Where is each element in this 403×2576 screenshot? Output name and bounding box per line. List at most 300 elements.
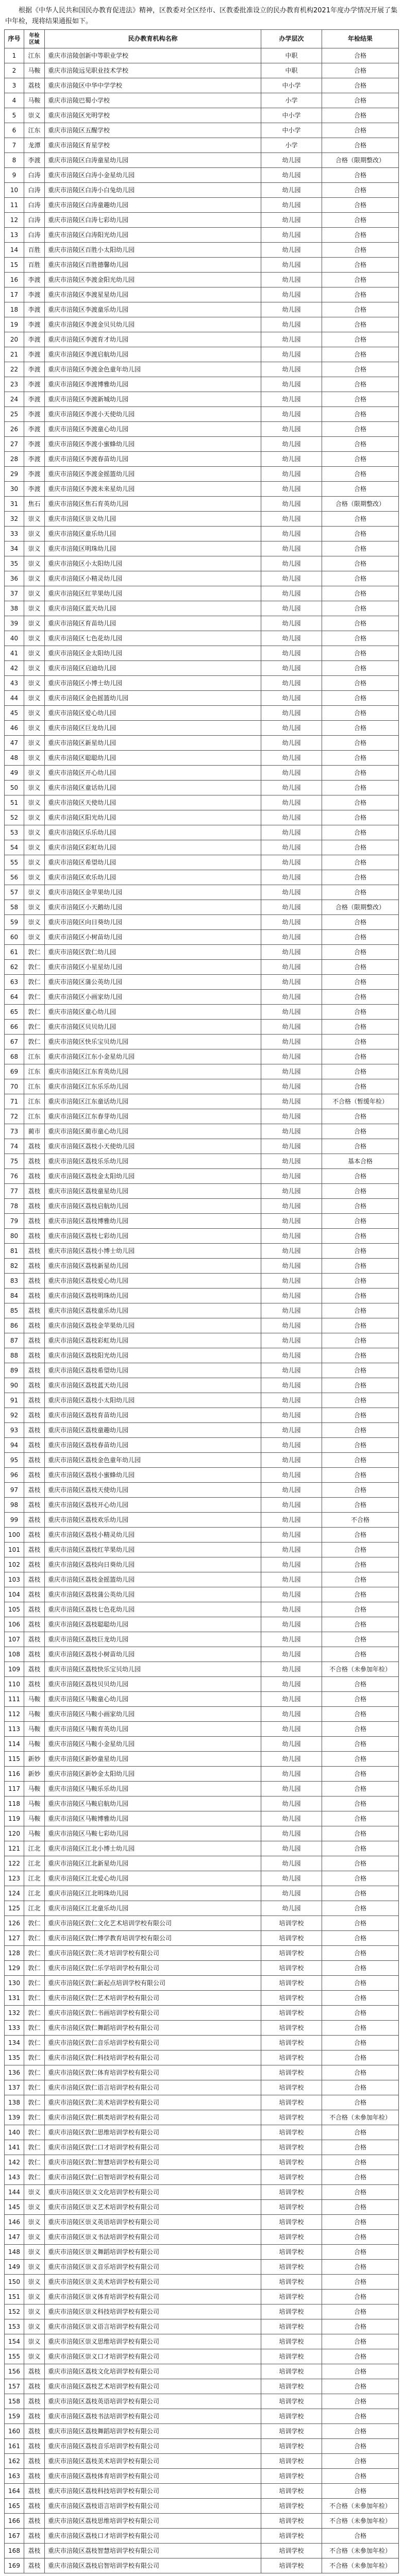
cell-inspection-result: 合格 (322, 1289, 399, 1303)
table-row (5, 601, 399, 616)
cell-index: 149 (5, 2260, 24, 2275)
cell-institution-name: 重庆市涪陵区崇义体育培训学校有限公司 (45, 2290, 261, 2304)
cell-inspection-result: 合格 (322, 810, 399, 825)
cell-inspection-result: 合格 (322, 1348, 399, 1363)
cell-index: 128 (5, 1946, 24, 1961)
cell-school-level: 幼儿园 (261, 1348, 322, 1363)
cell-region: 崇义 (24, 930, 45, 945)
cell-inspection-result: 合格 (322, 1408, 399, 1423)
table-row (5, 48, 399, 63)
cell-institution-name: 重庆市涪陵区荔枝贝贝幼儿园 (45, 1677, 261, 1692)
cell-inspection-result: 合格 (322, 2215, 399, 2230)
cell-index: 142 (5, 2155, 24, 2170)
table-row (5, 1587, 399, 1602)
cell-institution-name: 重庆市涪陵区崇义音乐培训学校有限公司 (45, 2260, 261, 2275)
cell-inspection-result: 合格 (322, 691, 399, 706)
cell-inspection-result: 合格 (322, 1916, 399, 1931)
cell-index: 71 (5, 1094, 24, 1109)
cell-region: 荔枝 (24, 1318, 45, 1333)
table-row (5, 1976, 399, 1991)
table-row (5, 1139, 399, 1154)
cell-school-level: 小学 (261, 93, 322, 108)
header-index: 序号 (5, 30, 24, 48)
cell-school-level: 幼儿园 (261, 1303, 322, 1318)
cell-inspection-result: 合格 (322, 571, 399, 586)
cell-region: 崇义 (24, 616, 45, 631)
cell-inspection-result: 合格 (322, 2125, 399, 2140)
cell-institution-name: 重庆市涪陵区启迪幼儿园 (45, 661, 261, 676)
cell-institution-name: 重庆市涪陵区马鞍育英幼儿园 (45, 1722, 261, 1737)
cell-institution-name: 重庆市涪陵区荔枝希望幼儿园 (45, 1363, 261, 1378)
cell-institution-name: 重庆市涪陵区马鞍小画家幼儿园 (45, 1707, 261, 1722)
cell-region: 白涛 (24, 198, 45, 213)
cell-institution-name: 重庆市涪陵区敦仁音乐培训学校有限公司 (45, 2036, 261, 2050)
cell-institution-name: 重庆市涪陵区荔枝金苹果幼儿园 (45, 1318, 261, 1333)
cell-inspection-result: 合格 (322, 721, 399, 736)
cell-index: 9 (5, 168, 24, 183)
cell-school-level: 幼儿园 (261, 362, 322, 377)
cell-school-level: 幼儿园 (261, 317, 322, 332)
cell-index: 131 (5, 1991, 24, 2006)
cell-region: 崇义 (24, 676, 45, 691)
table-row (5, 1737, 399, 1752)
cell-region: 荔枝 (24, 1408, 45, 1423)
cell-inspection-result: 合格 (322, 1049, 399, 1064)
cell-institution-name: 重庆市涪陵区童话幼儿园 (45, 781, 261, 795)
cell-inspection-result: 合格 (322, 1109, 399, 1124)
table-row (5, 2349, 399, 2364)
table-row (5, 1856, 399, 1871)
cell-school-level: 培训学校 (261, 2499, 322, 2514)
cell-index: 116 (5, 1767, 24, 1782)
cell-index: 146 (5, 2215, 24, 2230)
cell-index: 161 (5, 2439, 24, 2454)
cell-institution-name: 重庆市涪陵区小树苗幼儿园 (45, 930, 261, 945)
cell-school-level: 幼儿园 (261, 153, 322, 168)
table-row (5, 930, 399, 945)
cell-region: 江北 (24, 1841, 45, 1856)
cell-index: 133 (5, 2021, 24, 2036)
table-row (5, 1662, 399, 1677)
cell-region: 崇义 (24, 2230, 45, 2245)
cell-school-level: 培训学校 (261, 2170, 322, 2185)
cell-institution-name: 重庆市涪陵区荔枝聪聪幼儿园 (45, 1617, 261, 1632)
table-row (5, 2095, 399, 2110)
cell-inspection-result: 合格 (322, 885, 399, 900)
cell-inspection-result: 不合格 (322, 1513, 399, 1528)
cell-school-level: 培训学校 (261, 2319, 322, 2334)
cell-inspection-result: 合格 (322, 1229, 399, 1244)
header-institution-name: 民办教育机构名称 (45, 30, 261, 48)
cell-index: 159 (5, 2409, 24, 2424)
cell-institution-name: 重庆市涪陵区李渡新城幼儿园 (45, 392, 261, 407)
cell-region: 敦仁 (24, 990, 45, 1005)
cell-region: 李渡 (24, 482, 45, 497)
cell-region: 崇义 (24, 108, 45, 123)
cell-school-level: 中职 (261, 63, 322, 78)
cell-region: 敦仁 (24, 2036, 45, 2050)
table-row (5, 1513, 399, 1528)
cell-school-level: 幼儿园 (261, 1856, 322, 1871)
table-row (5, 2080, 399, 2095)
cell-region: 崇义 (24, 840, 45, 855)
cell-inspection-result: 合格 (322, 1961, 399, 1976)
cell-inspection-result: 合格 (322, 1303, 399, 1318)
cell-institution-name: 重庆市涪陵区江北小博士幼儿园 (45, 1841, 261, 1856)
cell-index: 117 (5, 1782, 24, 1797)
cell-region: 崇义 (24, 751, 45, 766)
cell-region: 崇义 (24, 2349, 45, 2364)
cell-index: 136 (5, 2065, 24, 2080)
cell-region: 龙潭 (24, 138, 45, 153)
cell-region: 荔枝 (24, 2409, 45, 2424)
cell-institution-name: 重庆市涪陵区荔枝语言培训学校有限公司 (45, 2499, 261, 2514)
table-row (5, 960, 399, 975)
cell-region: 敦仁 (24, 2125, 45, 2140)
cell-institution-name: 重庆市涪陵创新中等职业学校 (45, 48, 261, 63)
cell-index: 62 (5, 960, 24, 975)
cell-school-level: 培训学校 (261, 2215, 322, 2230)
cell-region: 李渡 (24, 392, 45, 407)
cell-school-level: 培训学校 (261, 2080, 322, 2095)
cell-institution-name: 重庆市涪陵区小精灵幼儿园 (45, 571, 261, 586)
cell-school-level: 幼儿园 (261, 810, 322, 825)
cell-inspection-result: 合格 (322, 1214, 399, 1229)
cell-index: 104 (5, 1587, 24, 1602)
table-row (5, 2319, 399, 2334)
cell-school-level: 幼儿园 (261, 1767, 322, 1782)
cell-region: 崇义 (24, 2304, 45, 2319)
cell-institution-name: 重庆市涪陵区白涛小金星幼儿园 (45, 168, 261, 183)
cell-inspection-result: 合格 (322, 2484, 399, 2499)
cell-inspection-result: 合格 (322, 2349, 399, 2364)
cell-region: 崇义 (24, 601, 45, 616)
cell-index: 123 (5, 1871, 24, 1886)
cell-index: 80 (5, 1229, 24, 1244)
cell-school-level: 中小学 (261, 78, 322, 93)
cell-inspection-result: 合格 (322, 1483, 399, 1498)
table-row (5, 2334, 399, 2349)
cell-institution-name: 重庆市涪陵区育星学校 (45, 138, 261, 153)
cell-institution-name: 重庆市涪陵区荔枝爱心幼儿园 (45, 1274, 261, 1289)
table-row (5, 123, 399, 138)
cell-region: 李渡 (24, 273, 45, 287)
cell-school-level: 培训学校 (261, 1961, 322, 1976)
cell-inspection-result: 合格 (322, 2304, 399, 2319)
cell-index: 8 (5, 153, 24, 168)
cell-institution-name: 重庆市涪陵区江东育英幼儿园 (45, 1064, 261, 1079)
cell-institution-name: 重庆市涪陵区荔枝小太阳幼儿园 (45, 1393, 261, 1408)
cell-index: 109 (5, 1662, 24, 1677)
table-row (5, 2544, 399, 2558)
cell-school-level: 培训学校 (261, 2110, 322, 2125)
cell-index: 38 (5, 601, 24, 616)
table-row (5, 1617, 399, 1632)
cell-institution-name: 重庆市涪陵区童心幼儿园 (45, 1005, 261, 1020)
cell-inspection-result: 不合格（暂缓年检） (322, 1094, 399, 1109)
cell-index: 94 (5, 1438, 24, 1453)
cell-institution-name: 重庆市涪陵区荔枝智慧培训学校有限公司 (45, 2544, 261, 2558)
cell-institution-name: 重庆市涪陵区崇义科技培训学校有限公司 (45, 2304, 261, 2319)
cell-school-level: 幼儿园 (261, 467, 322, 482)
cell-index: 58 (5, 900, 24, 915)
cell-institution-name: 重庆市涪陵区崇义口才培训学校有限公司 (45, 2349, 261, 2364)
cell-inspection-result: 合格 (322, 2245, 399, 2260)
table-row (5, 2170, 399, 2185)
cell-institution-name: 重庆市涪陵区向日葵幼儿园 (45, 915, 261, 930)
cell-institution-name: 重庆市涪陵区爱心幼儿园 (45, 706, 261, 721)
cell-inspection-result: 基本合格 (322, 1154, 399, 1169)
cell-inspection-result: 合格 (322, 168, 399, 183)
cell-institution-name: 重庆市涪陵区荔枝音乐培训学校有限公司 (45, 2439, 261, 2454)
table-row (5, 467, 399, 482)
cell-school-level: 培训学校 (261, 2200, 322, 2215)
cell-index: 52 (5, 810, 24, 825)
table-row (5, 2514, 399, 2529)
table-row (5, 1901, 399, 1916)
cell-index: 47 (5, 736, 24, 751)
header-region: 年检 区域 (24, 30, 45, 48)
cell-school-level: 幼儿园 (261, 302, 322, 317)
cell-institution-name: 重庆市涪陵区金色摇篮幼儿园 (45, 691, 261, 706)
cell-institution-name: 重庆市涪陵远见职业技术学校 (45, 63, 261, 78)
cell-institution-name: 重庆市涪陵区中华中学学校 (45, 78, 261, 93)
cell-index: 122 (5, 1856, 24, 1871)
cell-school-level: 幼儿园 (261, 1498, 322, 1513)
table-row (5, 198, 399, 213)
cell-region: 百胜 (24, 258, 45, 273)
cell-inspection-result: 合格 (322, 2065, 399, 2080)
cell-region: 荔枝 (24, 1274, 45, 1289)
table-row (5, 631, 399, 646)
table-row (5, 1035, 399, 1049)
cell-index: 14 (5, 243, 24, 258)
cell-school-level: 幼儿园 (261, 347, 322, 362)
cell-index: 145 (5, 2200, 24, 2215)
cell-institution-name: 重庆市涪陵区荔枝舞蹈培训学校有限公司 (45, 2424, 261, 2439)
cell-inspection-result: 合格 (322, 1931, 399, 1946)
cell-index: 110 (5, 1677, 24, 1692)
cell-school-level: 幼儿园 (261, 1513, 322, 1528)
cell-region: 崇义 (24, 2200, 45, 2215)
table-row (5, 2125, 399, 2140)
cell-institution-name: 重庆市涪陵区荔枝思维培训学校有限公司 (45, 2514, 261, 2529)
table-row (5, 93, 399, 108)
cell-region: 江东 (24, 1109, 45, 1124)
cell-institution-name: 重庆市涪陵区荔枝彩虹幼儿园 (45, 1333, 261, 1348)
cell-region: 荔枝 (24, 1468, 45, 1483)
table-row (5, 1438, 399, 1453)
cell-index: 79 (5, 1214, 24, 1229)
cell-region: 崇义 (24, 706, 45, 721)
cell-region: 李渡 (24, 287, 45, 302)
cell-index: 1 (5, 48, 24, 63)
cell-institution-name: 重庆市涪陵区荔枝艺术培训学校有限公司 (45, 2379, 261, 2394)
cell-institution-name: 重庆市涪陵区荔枝明珠幼儿园 (45, 1289, 261, 1303)
table-row (5, 1677, 399, 1692)
cell-inspection-result: 合格 (322, 1901, 399, 1916)
cell-school-level: 幼儿园 (261, 168, 322, 183)
cell-school-level: 幼儿园 (261, 1199, 322, 1214)
cell-school-level: 幼儿园 (261, 601, 322, 616)
cell-region: 崇义 (24, 2185, 45, 2200)
cell-school-level: 幼儿园 (261, 1528, 322, 1543)
cell-institution-name: 重庆市涪陵区荔枝美术培训学校有限公司 (45, 2454, 261, 2469)
cell-region: 荔枝 (24, 1587, 45, 1602)
table-row (5, 362, 399, 377)
cell-index: 139 (5, 2110, 24, 2125)
cell-institution-name: 重庆市涪陵区白涛童星幼儿园 (45, 153, 261, 168)
cell-institution-name: 重庆市涪陵区李渡小天使幼儿园 (45, 407, 261, 422)
cell-institution-name: 重庆市涪陵区巨龙幼儿园 (45, 721, 261, 736)
cell-inspection-result: 合格 (322, 706, 399, 721)
cell-index: 85 (5, 1303, 24, 1318)
cell-school-level: 幼儿园 (261, 1363, 322, 1378)
cell-index: 69 (5, 1064, 24, 1079)
cell-institution-name: 重庆市涪陵区敦仁体育培训学校有限公司 (45, 2065, 261, 2080)
cell-school-level: 幼儿园 (261, 1782, 322, 1797)
cell-institution-name: 重庆市涪陵区荔枝育苗幼儿园 (45, 1408, 261, 1423)
table-row (5, 990, 399, 1005)
cell-region: 新妙 (24, 1752, 45, 1767)
cell-institution-name: 重庆市涪陵区欢乐幼儿园 (45, 870, 261, 885)
cell-region: 敦仁 (24, 2021, 45, 2036)
cell-institution-name: 重庆市涪陵区江北新星幼儿园 (45, 1856, 261, 1871)
cell-region: 荔枝 (24, 2499, 45, 2514)
cell-institution-name: 重庆市涪陵区崇义书法培训学校有限公司 (45, 2230, 261, 2245)
cell-index: 84 (5, 1289, 24, 1303)
cell-school-level: 幼儿园 (261, 691, 322, 706)
cell-index: 125 (5, 1901, 24, 1916)
table-row (5, 1707, 399, 1722)
cell-school-level: 幼儿园 (261, 930, 322, 945)
cell-inspection-result: 不合格（未參加年检） (322, 1662, 399, 1677)
cell-institution-name: 重庆市涪陵区小星星幼儿园 (45, 960, 261, 975)
cell-region: 马鞍 (24, 63, 45, 78)
cell-region: 敦仁 (24, 1931, 45, 1946)
cell-school-level: 培训学校 (261, 2050, 322, 2065)
cell-school-level: 幼儿园 (261, 1737, 322, 1752)
cell-index: 124 (5, 1886, 24, 1901)
cell-index: 11 (5, 198, 24, 213)
cell-inspection-result: 合格 (322, 2334, 399, 2349)
cell-institution-name: 重庆市涪陵区崇义幼儿园 (45, 512, 261, 527)
cell-region: 荔枝 (24, 2394, 45, 2409)
cell-index: 158 (5, 2394, 24, 2409)
table-row (5, 1079, 399, 1094)
table-row (5, 1841, 399, 1856)
cell-school-level: 幼儿园 (261, 646, 322, 661)
cell-index: 120 (5, 1826, 24, 1841)
cell-school-level: 幼儿园 (261, 1094, 322, 1109)
cell-school-level: 培训学校 (261, 2424, 322, 2439)
cell-institution-name: 重庆市涪陵区崇义思维培训学校有限公司 (45, 2334, 261, 2349)
cell-school-level: 幼儿园 (261, 1886, 322, 1901)
cell-region: 敦仁 (24, 2155, 45, 2170)
cell-institution-name: 重庆市涪陵区马鞍七彩幼儿园 (45, 1826, 261, 1841)
cell-index: 21 (5, 347, 24, 362)
table-row (5, 258, 399, 273)
table-body (5, 48, 399, 2573)
cell-inspection-result: 合格 (322, 183, 399, 198)
cell-index: 103 (5, 1572, 24, 1587)
cell-inspection-result: 合格 (322, 2036, 399, 2050)
cell-institution-name: 重庆市涪陵区荔枝体育培训学校有限公司 (45, 2469, 261, 2484)
table-row (5, 870, 399, 885)
cell-index: 148 (5, 2245, 24, 2260)
cell-institution-name: 重庆市涪陵区李渡金摇篮幼儿园 (45, 467, 261, 482)
table-row (5, 1423, 399, 1438)
cell-school-level: 培训学校 (261, 2529, 322, 2544)
cell-inspection-result: 合格 (322, 930, 399, 945)
cell-region: 敦仁 (24, 2095, 45, 2110)
cell-school-level: 幼儿园 (261, 287, 322, 302)
cell-school-level: 幼儿园 (261, 258, 322, 273)
cell-school-level: 幼儿园 (261, 512, 322, 527)
cell-school-level: 幼儿园 (261, 1826, 322, 1841)
cell-institution-name: 重庆市涪陵区李渡未来星幼儿园 (45, 482, 261, 497)
cell-inspection-result: 合格 (322, 407, 399, 422)
table-row (5, 2409, 399, 2424)
cell-institution-name: 重庆市涪陵区马鞍启航幼儿园 (45, 1797, 261, 1811)
cell-region: 马鞍 (24, 1826, 45, 1841)
table-row (5, 2065, 399, 2080)
cell-inspection-result: 合格 (322, 1498, 399, 1513)
cell-institution-name: 重庆市涪陵区新星幼儿园 (45, 736, 261, 751)
cell-institution-name: 重庆市涪陵区敦仁乐学培训学校有限公司 (45, 1961, 261, 1976)
cell-inspection-result: 合格 (322, 1707, 399, 1722)
cell-inspection-result: 合格 (322, 1079, 399, 1094)
cell-institution-name: 重庆市涪陵区小博士幼儿园 (45, 676, 261, 691)
cell-school-level: 幼儿园 (261, 1229, 322, 1244)
cell-institution-name: 重庆市涪陵区荔枝小树苗幼儿园 (45, 1647, 261, 1662)
cell-inspection-result: 合格 (322, 1871, 399, 1886)
cell-institution-name: 重庆市涪陵区敦仁新起点培训学校有限公司 (45, 1976, 261, 1991)
cell-inspection-result: 合格 (322, 541, 399, 556)
cell-region: 崇义 (24, 915, 45, 930)
cell-index: 138 (5, 2095, 24, 2110)
cell-school-level: 幼儿园 (261, 766, 322, 781)
cell-institution-name: 重庆市涪陵区开心幼儿园 (45, 766, 261, 781)
cell-institution-name: 重庆市涪陵区荔枝天使幼儿园 (45, 1483, 261, 1498)
table-row (5, 437, 399, 452)
table-row (5, 497, 399, 512)
cell-school-level: 幼儿园 (261, 228, 322, 243)
table-row (5, 452, 399, 467)
cell-institution-name: 重庆市涪陵区李渡童心幼儿园 (45, 422, 261, 437)
cell-region: 敦仁 (24, 1020, 45, 1035)
cell-inspection-result: 合格 (322, 63, 399, 78)
cell-region: 敦仁 (24, 945, 45, 960)
cell-school-level: 幼儿园 (261, 751, 322, 766)
cell-inspection-result: 合格 (322, 258, 399, 273)
cell-index: 4 (5, 93, 24, 108)
cell-index: 46 (5, 721, 24, 736)
cell-region: 崇义 (24, 691, 45, 706)
table-row (5, 646, 399, 661)
cell-inspection-result: 合格 (322, 870, 399, 885)
cell-region: 白涛 (24, 183, 45, 198)
cell-index: 164 (5, 2484, 24, 2499)
table-row (5, 915, 399, 930)
cell-institution-name: 重庆市涪陵区明珠幼儿园 (45, 541, 261, 556)
cell-inspection-result: 合格 (322, 2394, 399, 2409)
cell-region: 荔枝 (24, 1229, 45, 1244)
cell-school-level: 幼儿园 (261, 736, 322, 751)
cell-index: 162 (5, 2454, 24, 2469)
cell-institution-name: 重庆市涪陵区荔枝金太阳幼儿园 (45, 1169, 261, 1184)
cell-inspection-result: 合格 (322, 2200, 399, 2215)
